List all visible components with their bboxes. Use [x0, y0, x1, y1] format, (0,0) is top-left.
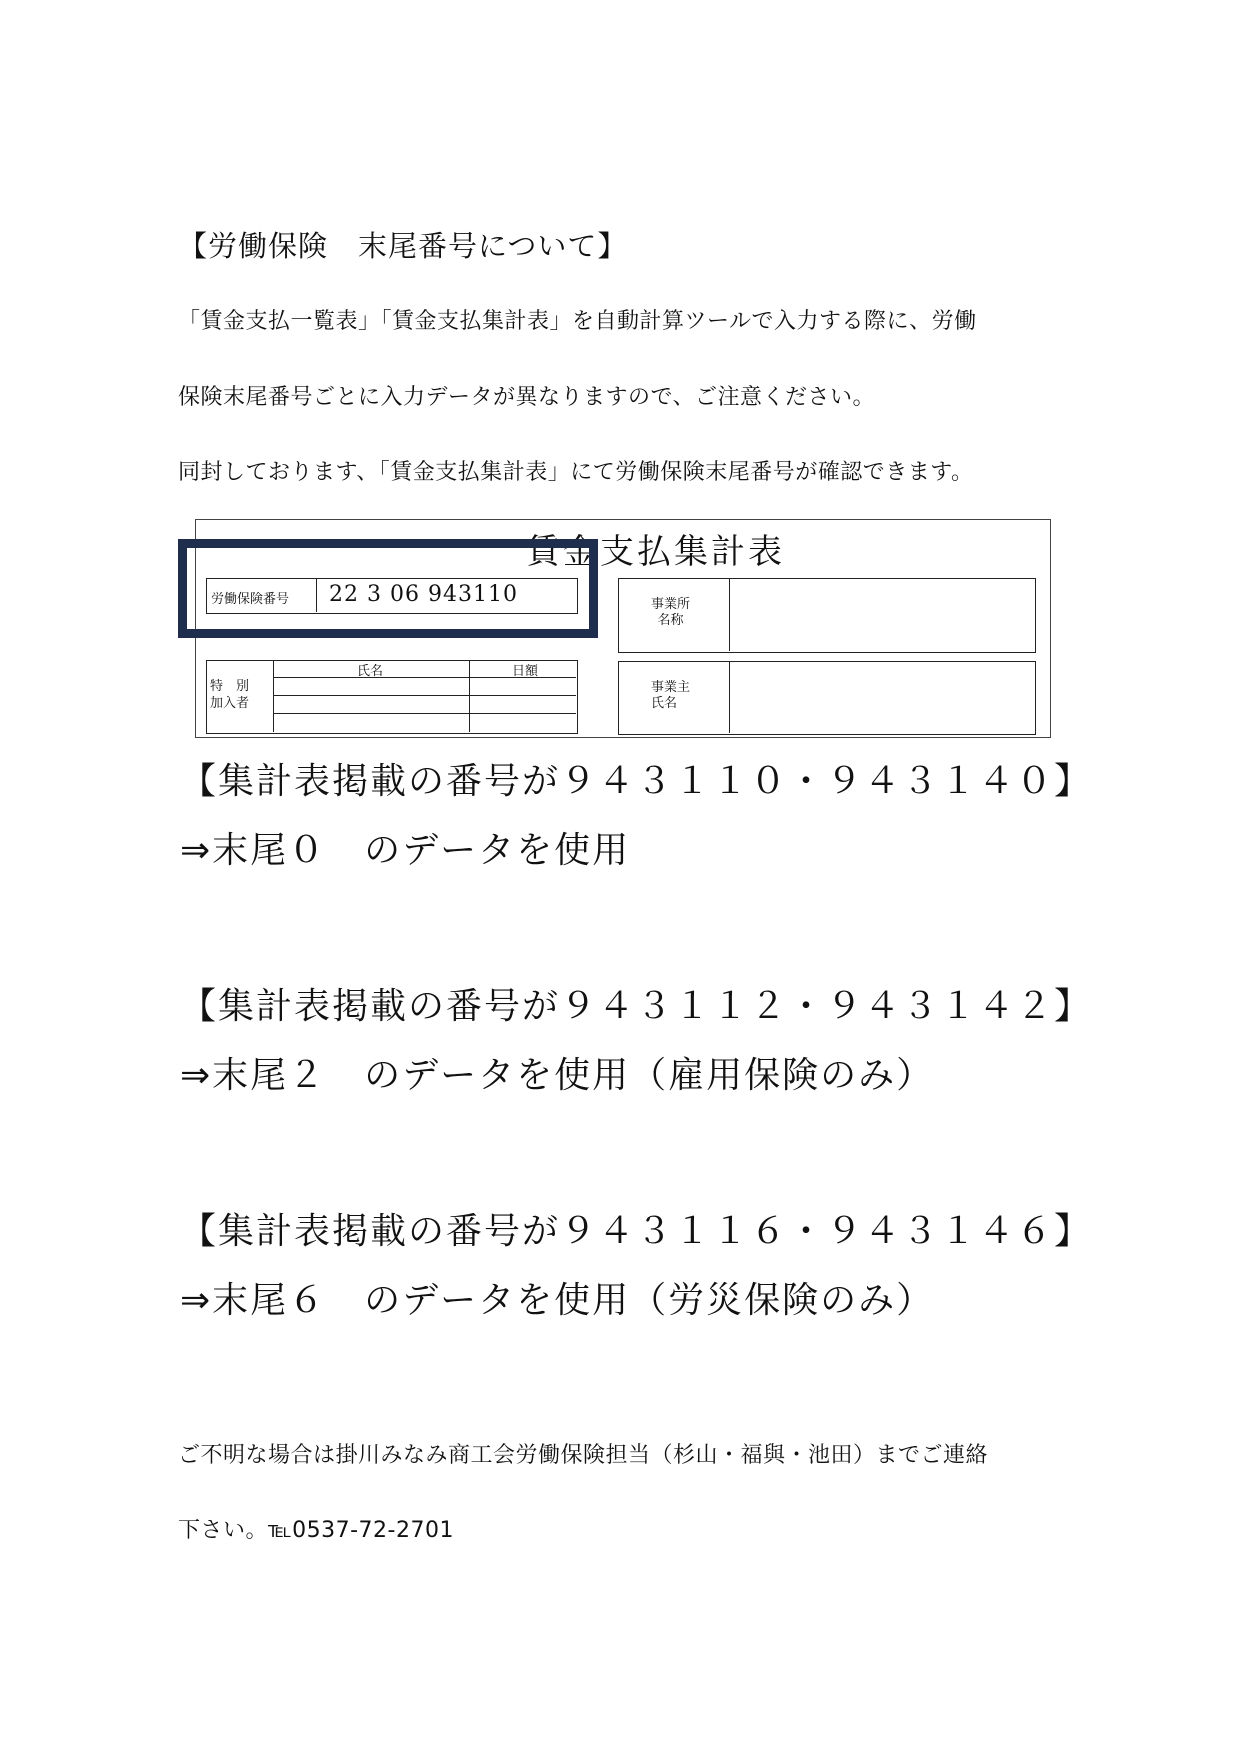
office-name-box	[618, 578, 1036, 653]
contact-line-1: ご不明な場合は掛川みなみ商工会労働保険担当（杉山・福與・池田）までご連絡	[178, 1443, 989, 1468]
insurance-number-label: 労働保険番号	[211, 592, 290, 607]
contact-line-2: 下さい。℡0537-72-2701	[178, 1518, 454, 1543]
owner-name-box	[618, 661, 1036, 735]
insurance-number-value: 22 3 06 943110	[329, 582, 518, 607]
insurance-number-highlight	[178, 539, 598, 638]
page-title: 【労働保険 末尾番号について】	[178, 229, 628, 263]
column-daily-header: 日額	[512, 664, 539, 679]
section-1-result: ⇒末尾０ のデータを使用	[180, 830, 631, 871]
column-name-header: 氏名	[357, 664, 384, 679]
office-name-label: 事業所 名称	[651, 597, 691, 628]
section-3-heading: 【集計表掲載の番号が９４３１１６・９４３１４６】	[180, 1211, 1093, 1252]
special-enrollee-table	[206, 660, 578, 734]
section-2-result: ⇒末尾２ のデータを使用（雇用保険のみ）	[180, 1055, 935, 1096]
section-3-result: ⇒末尾６ のデータを使用（労災保険のみ）	[180, 1280, 935, 1321]
special-enrollee-label: 特 別 加入者	[210, 679, 250, 711]
intro-paragraph-line-1: 「賃金支払一覧表」「賃金支払集計表」を自動計算ツールで入力する際に、労働	[178, 309, 977, 334]
form-title: 賃金支払集計表	[526, 532, 785, 572]
section-2-heading: 【集計表掲載の番号が９４３１１２・９４３１４２】	[180, 986, 1093, 1027]
intro-paragraph-line-2: 保険末尾番号ごとに入力データが異なりますので、ご注意ください。	[178, 385, 876, 410]
section-1-heading: 【集計表掲載の番号が９４３１１０・９４３１４０】	[180, 761, 1093, 802]
intro-paragraph-line-3: 同封しております、「賃金支払集計表」にて労働保険末尾番号が確認できます。	[178, 460, 974, 485]
owner-name-label: 事業主 氏名	[651, 680, 691, 711]
